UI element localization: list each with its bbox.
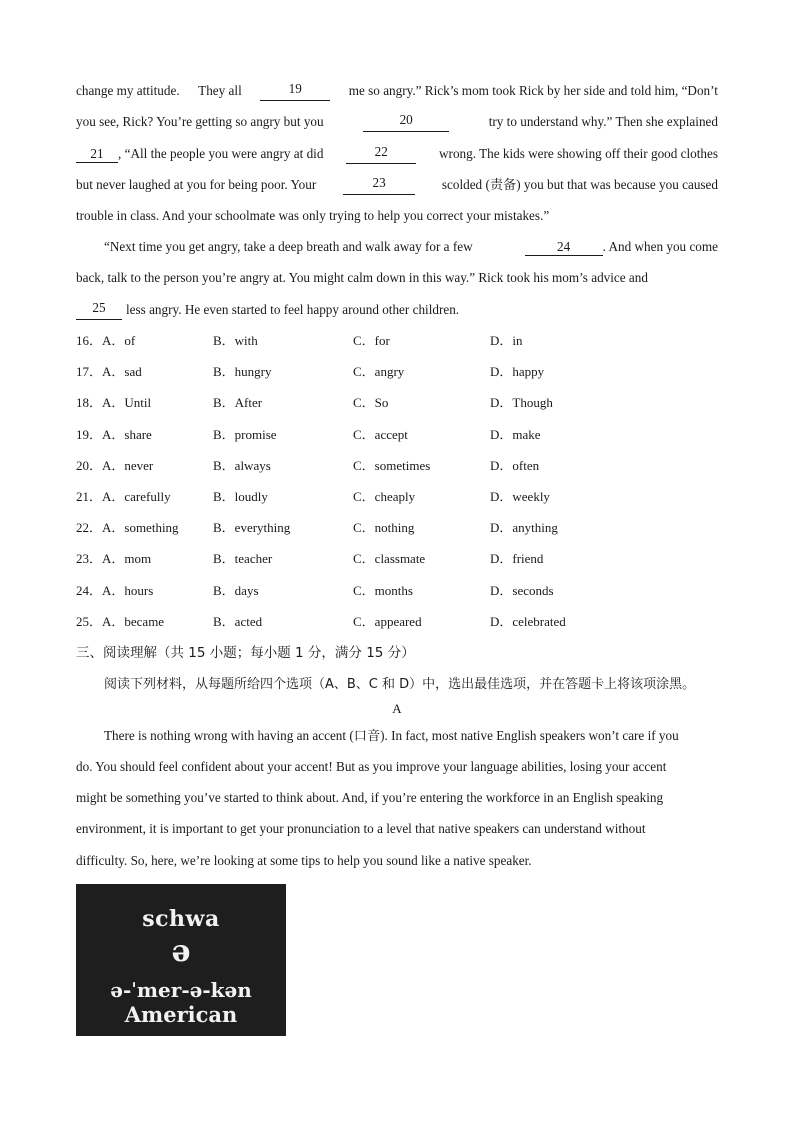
text: , “All the people you were angry at did	[118, 146, 324, 161]
option-c[interactable]: C．accept	[353, 427, 408, 442]
text: trouble in class. And your schoolmate was only trying to help you correct your mistakes.”	[76, 208, 550, 223]
option-b[interactable]: B．everything	[213, 520, 291, 535]
option-c[interactable]: C．classmate	[353, 551, 426, 566]
text: There is nothing wrong with having an accent (口音). In fact, most native English speakers won’t care if you	[104, 728, 679, 743]
option-d[interactable]: D．Though	[490, 395, 553, 410]
section-heading-text: 三、阅读理解（共 15 小题；每小题 1 分，满分 15 分）	[76, 645, 415, 661]
answer-blank: 19	[260, 81, 330, 101]
passage-line	[104, 726, 718, 746]
option-a[interactable]: 24．A．hours	[76, 583, 154, 598]
section-heading	[76, 643, 718, 663]
option-d[interactable]: D．often	[490, 458, 540, 473]
option-a[interactable]: 25．A．became	[76, 614, 165, 629]
figure-symbol: ə	[171, 934, 191, 969]
text: change my attitude.	[76, 83, 180, 98]
option-c[interactable]: C．angry	[353, 364, 405, 379]
option-d[interactable]: D．friend	[490, 551, 544, 566]
option-c[interactable]: C．months	[353, 583, 413, 598]
option-d[interactable]: D．make	[490, 427, 541, 442]
option-b[interactable]: B．days	[213, 583, 259, 598]
text: back, talk to the person you’re angry at. You might calm down in this way.” Rick took his mom’s advice and	[76, 270, 648, 285]
option-c[interactable]: C．for	[353, 333, 390, 348]
option-d[interactable]: D．seconds	[490, 583, 554, 598]
schwa-image	[76, 884, 286, 1036]
text: They all	[198, 83, 242, 98]
option-a[interactable]: 23．A．mom	[76, 551, 152, 566]
option-d[interactable]: D．anything	[490, 520, 558, 535]
answer-blank: 21	[76, 146, 118, 163]
option-d[interactable]: D．in	[490, 333, 523, 348]
question-row	[76, 487, 718, 507]
section-instruction	[104, 675, 718, 695]
option-b[interactable]: B．with	[213, 333, 258, 348]
question-row	[76, 331, 718, 351]
option-b[interactable]: B．loudly	[213, 489, 268, 504]
option-b[interactable]: B．After	[213, 395, 263, 410]
passage-line	[76, 175, 718, 195]
passage-line	[76, 757, 718, 777]
answer-blank: 24	[525, 239, 603, 256]
text: do. You should feel confident about your accent! But as you improve your language abilities, losing your accent	[76, 759, 667, 774]
question-row	[76, 456, 718, 476]
option-b[interactable]: B．acted	[213, 614, 263, 629]
figure-word: schwa	[142, 906, 220, 932]
text: . And when you come	[602, 239, 718, 254]
question-row	[76, 549, 718, 569]
passage-line	[76, 268, 718, 288]
text: wrong. The kids were showing off their good clothes	[439, 146, 718, 161]
text: but never laughed at you for being poor. Your	[76, 177, 317, 192]
passage-line	[76, 144, 718, 164]
figure-english: American	[124, 1002, 238, 1027]
option-b[interactable]: B．promise	[213, 427, 277, 442]
option-b[interactable]: B．hungry	[213, 364, 272, 379]
answer-blank: 25	[76, 300, 122, 320]
option-a[interactable]: 16．A．of	[76, 333, 136, 348]
text: might be something you’ve started to think about. And, if you’re entering the workforce in an English speaking	[76, 790, 664, 805]
figure-pronunciation: ə-ˈmer-ə-kən	[110, 978, 252, 1002]
option-a[interactable]: 22．A．something	[76, 520, 179, 535]
answer-blank: 23	[343, 175, 415, 195]
passage-line	[76, 112, 718, 132]
option-c[interactable]: C．appeared	[353, 614, 422, 629]
question-row	[76, 612, 718, 632]
option-d[interactable]: D．celebrated	[490, 614, 566, 629]
text: less angry. He even started to feel happy around other children.	[126, 302, 460, 317]
answer-blank: 22	[346, 144, 416, 164]
option-d[interactable]: D．weekly	[490, 489, 550, 504]
text: try to understand why.” Then she explained	[488, 114, 718, 129]
answer-blank: 20	[363, 112, 449, 132]
part-label: A	[392, 701, 402, 716]
passage-line	[76, 819, 718, 839]
option-a[interactable]: 17．A．sad	[76, 364, 142, 379]
question-row	[76, 425, 718, 445]
option-b[interactable]: B．teacher	[213, 551, 273, 566]
text: difficulty. So, here, we’re looking at some tips to help you sound like a native speaker.	[76, 853, 532, 868]
passage-line	[104, 237, 718, 257]
text: me so angry.” Rick’s mom took Rick by her side and told him, “Don’t	[348, 83, 718, 98]
passage-line	[76, 206, 718, 226]
question-row	[76, 518, 718, 538]
text: environment, it is important to get your pronunciation to a level that native speakers can understand without	[76, 821, 646, 836]
option-c[interactable]: C．nothing	[353, 520, 415, 535]
instruction-text: 阅读下列材料，从每题所给四个选项（A、B、C 和 D）中，选出最佳选项，并在答题卡上将该项涂黑。	[104, 677, 696, 692]
question-row	[76, 393, 718, 413]
text: scolded (责备) you but that was because you caused	[441, 177, 718, 192]
passage-line	[76, 788, 718, 808]
question-row	[76, 581, 718, 601]
text: you see, Rick? You’re getting so angry but you	[76, 114, 324, 129]
option-a[interactable]: 19．A．share	[76, 427, 152, 442]
option-a[interactable]: 18．A．Until	[76, 395, 152, 410]
passage-line	[76, 81, 718, 101]
option-c[interactable]: C．So	[353, 395, 389, 410]
option-c[interactable]: C．sometimes	[353, 458, 431, 473]
option-c[interactable]: C．cheaply	[353, 489, 416, 504]
passage-line	[76, 851, 718, 871]
text: “Next time you get angry, take a deep breath and walk away for a few	[104, 239, 473, 254]
option-a[interactable]: 20．A．never	[76, 458, 154, 473]
passage-line	[76, 300, 718, 320]
question-row	[76, 362, 718, 382]
option-b[interactable]: B．always	[213, 458, 271, 473]
option-a[interactable]: 21．A．carefully	[76, 489, 171, 504]
option-d[interactable]: D．happy	[490, 364, 545, 379]
